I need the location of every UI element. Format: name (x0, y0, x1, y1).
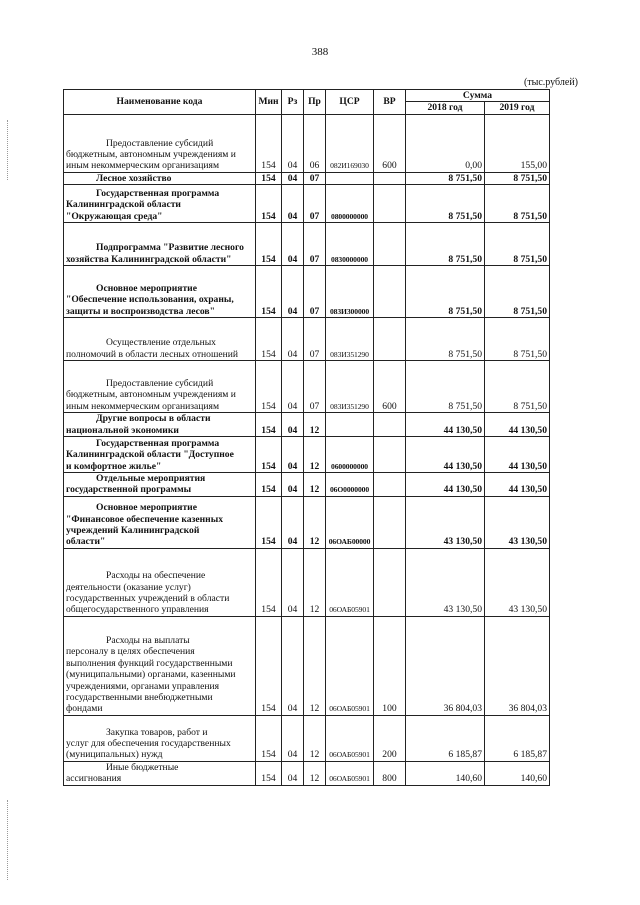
cell-vr: 800 (374, 761, 406, 785)
header-sum: Сумма (406, 90, 550, 102)
cell-csr (326, 413, 374, 437)
cell-vr (374, 318, 406, 361)
cell-min: 154 (256, 413, 282, 437)
name-line: "Финансовое обеспечение казенных (66, 513, 223, 525)
table-row (64, 715, 550, 761)
header-rz: Рз (282, 90, 304, 115)
name-line: области" (66, 536, 106, 548)
cell-sum-2018: 43 130,50 (406, 496, 485, 548)
cell-vr (374, 172, 406, 184)
table-row (64, 361, 550, 413)
cell-sum-2019: 43 130,50 (485, 496, 550, 548)
cell-sum-2019: 155,00 (485, 114, 550, 172)
cell-sum-2019: 44 130,50 (485, 437, 550, 473)
cell-rz: 04 (282, 496, 304, 548)
cell-rz: 04 (282, 761, 304, 785)
table-row (64, 114, 550, 172)
cell-vr (374, 473, 406, 497)
name-line: полномочий в области лесных отношений (66, 348, 239, 360)
name-line: услуг для обеспечения государственных (66, 738, 231, 750)
cell-sum-2019: 8 751,50 (485, 361, 550, 413)
name-line: государственных учреждений в области (66, 593, 230, 605)
name-line: хозяйства Калининградской области" (66, 253, 232, 265)
cell-rz: 04 (282, 172, 304, 184)
cell-rz: 04 (282, 318, 304, 361)
cell-csr: 083И351290 (326, 361, 374, 413)
table-row (64, 172, 550, 184)
name-line: ассигнования (66, 773, 122, 785)
cell-vr: 600 (374, 114, 406, 172)
cell-sum-2018: 8 751,50 (406, 266, 485, 318)
cell-sum-2019: 8 751,50 (485, 185, 550, 223)
name-line: Подпрограмма "Развитие лесного (96, 242, 244, 254)
cell-name (64, 266, 256, 318)
cell-vr (374, 548, 406, 616)
cell-rz: 04 (282, 437, 304, 473)
cell-pr: 12 (304, 715, 326, 761)
cell-rz: 04 (282, 616, 304, 715)
scan-margin-mark (7, 800, 9, 880)
cell-min: 154 (256, 616, 282, 715)
cell-min: 154 (256, 185, 282, 223)
cell-pr: 07 (304, 223, 326, 266)
cell-sum-2019: 6 185,87 (485, 715, 550, 761)
cell-pr: 12 (304, 413, 326, 437)
cell-name (64, 223, 256, 266)
cell-pr: 12 (304, 761, 326, 785)
name-line: (муниципальными) органами, казенными (66, 669, 236, 681)
name-line: Калининградской области "Доступное (66, 449, 234, 461)
cell-name (64, 473, 256, 497)
cell-min: 154 (256, 318, 282, 361)
cell-name (64, 413, 256, 437)
cell-sum-2018: 8 751,50 (406, 361, 485, 413)
cell-sum-2018: 8 751,50 (406, 185, 485, 223)
cell-sum-2019: 36 804,03 (485, 616, 550, 715)
name-line: Осуществление отдельных (106, 337, 216, 349)
scan-margin-mark (7, 120, 9, 180)
name-line: Калининградской области (66, 199, 181, 211)
cell-csr: 0600000000 (326, 437, 374, 473)
cell-min: 154 (256, 437, 282, 473)
cell-pr: 07 (304, 318, 326, 361)
cell-pr: 07 (304, 185, 326, 223)
cell-pr: 07 (304, 172, 326, 184)
cell-name (64, 361, 256, 413)
cell-csr (326, 172, 374, 184)
cell-vr (374, 185, 406, 223)
cell-sum-2019: 44 130,50 (485, 473, 550, 497)
cell-name (64, 318, 256, 361)
cell-sum-2018: 36 804,03 (406, 616, 485, 715)
name-line: Лесное хозяйство (96, 172, 172, 184)
cell-pr: 07 (304, 361, 326, 413)
table-row (64, 223, 550, 266)
cell-vr: 100 (374, 616, 406, 715)
cell-csr: 06О0000000 (326, 473, 374, 497)
cell-csr: 06ОАБ05901 (326, 616, 374, 715)
name-line: "Обеспечение использования, охраны, (66, 294, 234, 306)
name-line: Основное мероприятие (96, 283, 197, 294)
cell-min: 154 (256, 266, 282, 318)
cell-name (64, 715, 256, 761)
cell-rz: 04 (282, 361, 304, 413)
name-line: Расходы на обеспечение (106, 570, 206, 582)
name-line: Предоставление субсидий (106, 378, 214, 389)
cell-name (64, 548, 256, 616)
cell-rz: 04 (282, 548, 304, 616)
name-line: Иные бюджетные (106, 762, 179, 774)
name-line: общегосударственного управления (66, 604, 209, 616)
header-2018: 2018 год (406, 102, 485, 114)
cell-csr: 06ОАБ05901 (326, 761, 374, 785)
cell-pr: 12 (304, 548, 326, 616)
cell-rz: 04 (282, 715, 304, 761)
cell-rz: 04 (282, 473, 304, 497)
cell-sum-2018: 44 130,50 (406, 473, 485, 497)
name-line: персоналу в целях обеспечения (66, 646, 195, 658)
cell-csr: 083И300000 (326, 266, 374, 318)
cell-min: 154 (256, 361, 282, 413)
cell-csr: 06ОАБ05901 (326, 548, 374, 616)
cell-vr (374, 413, 406, 437)
cell-csr: 0830000000 (326, 223, 374, 266)
cell-rz: 04 (282, 413, 304, 437)
header-csr: ЦСР (326, 90, 374, 115)
header-pr: Пр (304, 90, 326, 115)
cell-name (64, 616, 256, 715)
cell-min: 154 (256, 172, 282, 184)
cell-pr: 06 (304, 114, 326, 172)
cell-min: 154 (256, 114, 282, 172)
cell-min: 154 (256, 761, 282, 785)
cell-sum-2018: 140,60 (406, 761, 485, 785)
table-row (64, 616, 550, 715)
cell-sum-2018: 8 751,50 (406, 172, 485, 184)
cell-min: 154 (256, 548, 282, 616)
cell-sum-2019: 8 751,50 (485, 266, 550, 318)
cell-vr: 200 (374, 715, 406, 761)
name-line: бюджетным, автономным учреждениям и (66, 389, 236, 401)
name-line: фондами (66, 703, 103, 715)
header-2019: 2019 год (485, 102, 550, 114)
name-line: выполнения функций государственными (66, 657, 233, 669)
cell-sum-2018: 6 185,87 (406, 715, 485, 761)
table-row (64, 437, 550, 473)
unit-label: (тыс.рублей) (523, 77, 578, 88)
table-row (64, 761, 550, 785)
cell-vr (374, 437, 406, 473)
cell-sum-2019: 8 751,50 (485, 172, 550, 184)
name-line: Государственная программа (96, 188, 220, 199)
cell-sum-2018: 43 130,50 (406, 548, 485, 616)
cell-min: 154 (256, 715, 282, 761)
cell-sum-2018: 8 751,50 (406, 223, 485, 266)
cell-rz: 04 (282, 185, 304, 223)
table-body (64, 114, 550, 785)
cell-sum-2019: 8 751,50 (485, 318, 550, 361)
cell-vr (374, 496, 406, 548)
name-line: учреждений Калининградской (66, 525, 200, 537)
cell-min: 154 (256, 496, 282, 548)
page-number: 388 (311, 46, 329, 58)
name-line: Государственная программа (96, 437, 220, 449)
cell-name (64, 437, 256, 473)
name-line: иным некоммерческим организациям (66, 160, 220, 172)
header-min: Мин (256, 90, 282, 115)
budget-table (63, 89, 550, 786)
name-line: и комфортное жилье" (66, 460, 162, 472)
table-row (64, 548, 550, 616)
name-line: "Окружающая среда" (66, 210, 163, 222)
name-line: учреждениями, органами управления (66, 680, 220, 692)
cell-csr: 083И351290 (326, 318, 374, 361)
cell-pr: 12 (304, 473, 326, 497)
cell-name (64, 761, 256, 785)
name-line: Основное мероприятие (96, 502, 197, 514)
name-line: Расходы на выплаты (106, 635, 190, 646)
cell-csr: 06ОАБ00000 (326, 496, 374, 548)
name-line: государственной программы (66, 484, 192, 496)
name-line: Закупка товаров, работ и (106, 726, 208, 738)
cell-sum-2019: 43 130,50 (485, 548, 550, 616)
table-row (64, 318, 550, 361)
name-line: защиты и воспроизводства лесов" (66, 305, 215, 317)
cell-pr: 12 (304, 496, 326, 548)
table-row (64, 185, 550, 223)
cell-rz: 04 (282, 223, 304, 266)
header-name: Наименование кода (64, 90, 256, 115)
cell-sum-2018: 0,00 (406, 114, 485, 172)
cell-min: 154 (256, 223, 282, 266)
table-row (64, 496, 550, 548)
cell-sum-2018: 44 130,50 (406, 437, 485, 473)
cell-pr: 12 (304, 616, 326, 715)
table-row (64, 266, 550, 318)
name-line: Другие вопросы в области (96, 413, 211, 425)
name-line: иным некоммерческим организациям (66, 400, 220, 412)
name-line: Отдельные мероприятия (96, 473, 206, 485)
cell-csr: 082И169030 (326, 114, 374, 172)
cell-sum-2018: 44 130,50 (406, 413, 485, 437)
cell-vr (374, 266, 406, 318)
cell-name (64, 172, 256, 184)
table-row (64, 413, 550, 437)
cell-min: 154 (256, 473, 282, 497)
name-line: национальной экономики (66, 424, 179, 436)
table-row (64, 473, 550, 497)
cell-name (64, 185, 256, 223)
cell-vr (374, 223, 406, 266)
cell-sum-2019: 44 130,50 (485, 413, 550, 437)
cell-csr: 06ОАБ05901 (326, 715, 374, 761)
cell-sum-2019: 8 751,50 (485, 223, 550, 266)
cell-csr: 0800000000 (326, 185, 374, 223)
cell-name (64, 496, 256, 548)
cell-pr: 07 (304, 266, 326, 318)
name-line: государственными внебюджетными (66, 692, 213, 704)
header-vr: ВР (374, 90, 406, 115)
name-line: Предоставление субсидий (106, 137, 214, 149)
name-line: (муниципальных) нужд (66, 749, 163, 761)
cell-vr: 600 (374, 361, 406, 413)
cell-sum-2019: 140,60 (485, 761, 550, 785)
name-line: деятельности (оказание услуг) (66, 581, 191, 593)
cell-rz: 04 (282, 114, 304, 172)
name-line: бюджетным, автономным учреждениям и (66, 149, 236, 160)
cell-pr: 12 (304, 437, 326, 473)
cell-sum-2018: 8 751,50 (406, 318, 485, 361)
cell-name (64, 114, 256, 172)
cell-rz: 04 (282, 266, 304, 318)
